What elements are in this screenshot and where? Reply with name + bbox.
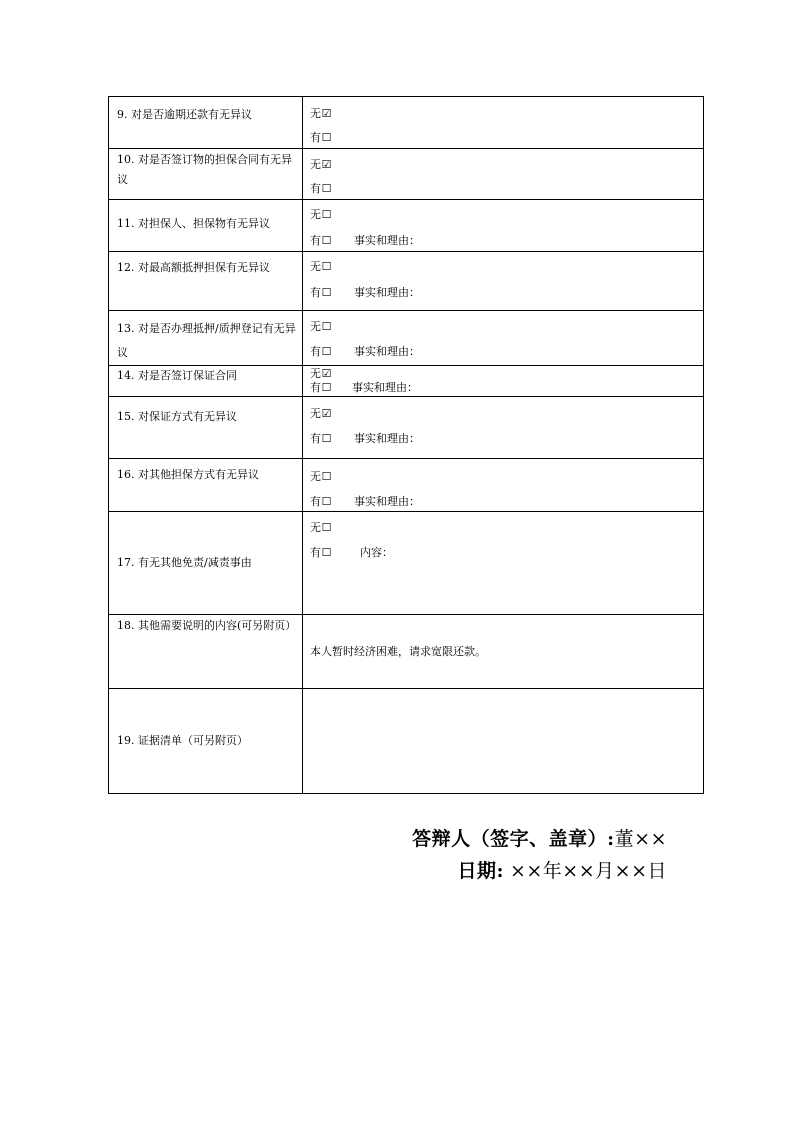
answer-17 — [303, 512, 704, 615]
checkbox-icon[interactable]: ☐ — [321, 470, 332, 483]
signature-name: 董×× — [614, 828, 667, 850]
checked-box-icon[interactable]: ☑ — [321, 407, 332, 420]
checkbox-icon[interactable]: ☐ — [321, 260, 332, 273]
answer-16 — [303, 459, 704, 512]
option-none-label: 无 — [310, 521, 321, 534]
question-9: 9. 对是否逾期还款有无异议 — [109, 97, 303, 149]
option-has-label: 有 — [310, 234, 321, 247]
option-has-label: 有 — [310, 182, 321, 195]
row-q12 — [109, 252, 704, 311]
question-12: 12. 对最高额抵押担保有无异议 — [109, 252, 303, 311]
option-none — [310, 260, 332, 274]
option-none — [310, 320, 332, 334]
answer-9 — [303, 97, 704, 149]
option-has-label: 有 — [310, 381, 321, 394]
content-label: 内容： — [360, 546, 393, 559]
row-q19 — [109, 689, 704, 794]
option-has — [310, 345, 420, 359]
option-none — [310, 208, 332, 222]
option-has — [310, 546, 393, 560]
date-value: ××年××月××日 — [509, 860, 667, 882]
facts-reasons-label: 事实和理由： — [354, 286, 420, 299]
option-none-label: 无 — [310, 470, 321, 483]
checkbox-icon[interactable]: ☐ — [321, 345, 332, 358]
row-q18 — [109, 615, 704, 689]
question-11: 11. 对担保人、担保物有无异议 — [109, 200, 303, 252]
checkbox-icon[interactable]: ☐ — [321, 182, 332, 195]
option-has — [310, 495, 420, 509]
signature-date — [457, 856, 667, 883]
option-none-label: 无 — [310, 260, 321, 273]
option-none-label: 无 — [310, 320, 321, 333]
option-none-label: 无 — [310, 208, 321, 221]
option-none — [310, 470, 332, 484]
option-has — [310, 381, 418, 395]
option-has-label: 有 — [310, 432, 321, 445]
facts-reasons-label: 事实和理由： — [354, 432, 420, 445]
row-q11 — [109, 200, 704, 252]
facts-reasons-label: 事实和理由： — [354, 345, 420, 358]
option-has-label: 有 — [310, 495, 321, 508]
option-none-label: 无 — [310, 367, 321, 380]
option-none — [310, 107, 332, 121]
answer-15 — [303, 397, 704, 459]
answer-11 — [303, 200, 704, 252]
option-none — [310, 158, 332, 172]
option-none-label: 无 — [310, 107, 321, 120]
checkbox-icon[interactable]: ☐ — [321, 521, 332, 534]
checkbox-icon[interactable]: ☐ — [321, 208, 332, 221]
option-none — [310, 521, 332, 535]
facts-reasons-label: 事实和理由： — [352, 381, 418, 394]
date-label: 日期: — [457, 860, 504, 882]
checked-box-icon[interactable]: ☑ — [321, 158, 332, 171]
question-14: 14. 对是否签订保证合同 — [109, 366, 303, 397]
answer-13 — [303, 311, 704, 366]
answer-14 — [303, 366, 704, 397]
answer-text: 本人暂时经济困难，请求宽限还款。 — [310, 645, 486, 658]
option-has — [310, 131, 332, 145]
question-13: 13. 对是否办理抵押/质押登记有无异议 — [109, 311, 303, 366]
question-16: 16. 对其他担保方式有无异议 — [109, 459, 303, 512]
option-has — [310, 286, 420, 300]
checkbox-icon[interactable]: ☐ — [321, 495, 332, 508]
evidence-list-field[interactable] — [303, 689, 704, 794]
facts-reasons-label: 事实和理由： — [354, 234, 420, 247]
question-15: 15. 对保证方式有无异议 — [109, 397, 303, 459]
checked-box-icon[interactable]: ☑ — [321, 107, 332, 120]
checkbox-icon[interactable]: ☐ — [321, 234, 332, 247]
checkbox-icon[interactable]: ☐ — [321, 432, 332, 445]
row-q13 — [109, 311, 704, 366]
answer-18 — [303, 615, 704, 689]
row-q14 — [109, 366, 704, 397]
row-q16 — [109, 459, 704, 512]
checked-box-icon[interactable]: ☑ — [321, 367, 332, 380]
question-17: 17. 有无其他免责/减责事由 — [109, 512, 303, 615]
answer-12 — [303, 252, 704, 311]
option-has-label: 有 — [310, 546, 321, 559]
defense-form-table — [108, 96, 704, 794]
option-has — [310, 432, 420, 446]
option-none-label: 无 — [310, 407, 321, 420]
question-19: 19. 证据清单（可另附页） — [109, 689, 303, 794]
row-q10 — [109, 149, 704, 200]
checkbox-icon[interactable]: ☐ — [321, 131, 332, 144]
row-q17 — [109, 512, 704, 615]
option-none — [310, 407, 332, 421]
answer-10 — [303, 149, 704, 200]
option-none-label: 无 — [310, 158, 321, 171]
respondent-signature — [412, 824, 667, 851]
checkbox-icon[interactable]: ☐ — [321, 320, 332, 333]
question-10: 10. 对是否签订物的担保合同有无异议 — [109, 149, 303, 200]
option-has-label: 有 — [310, 286, 321, 299]
facts-reasons-label: 事实和理由： — [354, 495, 420, 508]
question-18: 18. 其他需要说明的内容(可另附页） — [109, 615, 303, 689]
option-has — [310, 234, 420, 248]
row-q9 — [109, 97, 704, 149]
option-has-label: 有 — [310, 345, 321, 358]
option-has — [310, 182, 332, 196]
option-none — [310, 367, 332, 381]
checkbox-icon[interactable]: ☐ — [321, 286, 332, 299]
row-q15 — [109, 397, 704, 459]
checkbox-icon[interactable]: ☐ — [321, 546, 332, 559]
checkbox-icon[interactable]: ☐ — [321, 381, 332, 394]
signature-label: 答辩人（签字、盖章）: — [412, 828, 615, 850]
option-has-label: 有 — [310, 131, 321, 144]
